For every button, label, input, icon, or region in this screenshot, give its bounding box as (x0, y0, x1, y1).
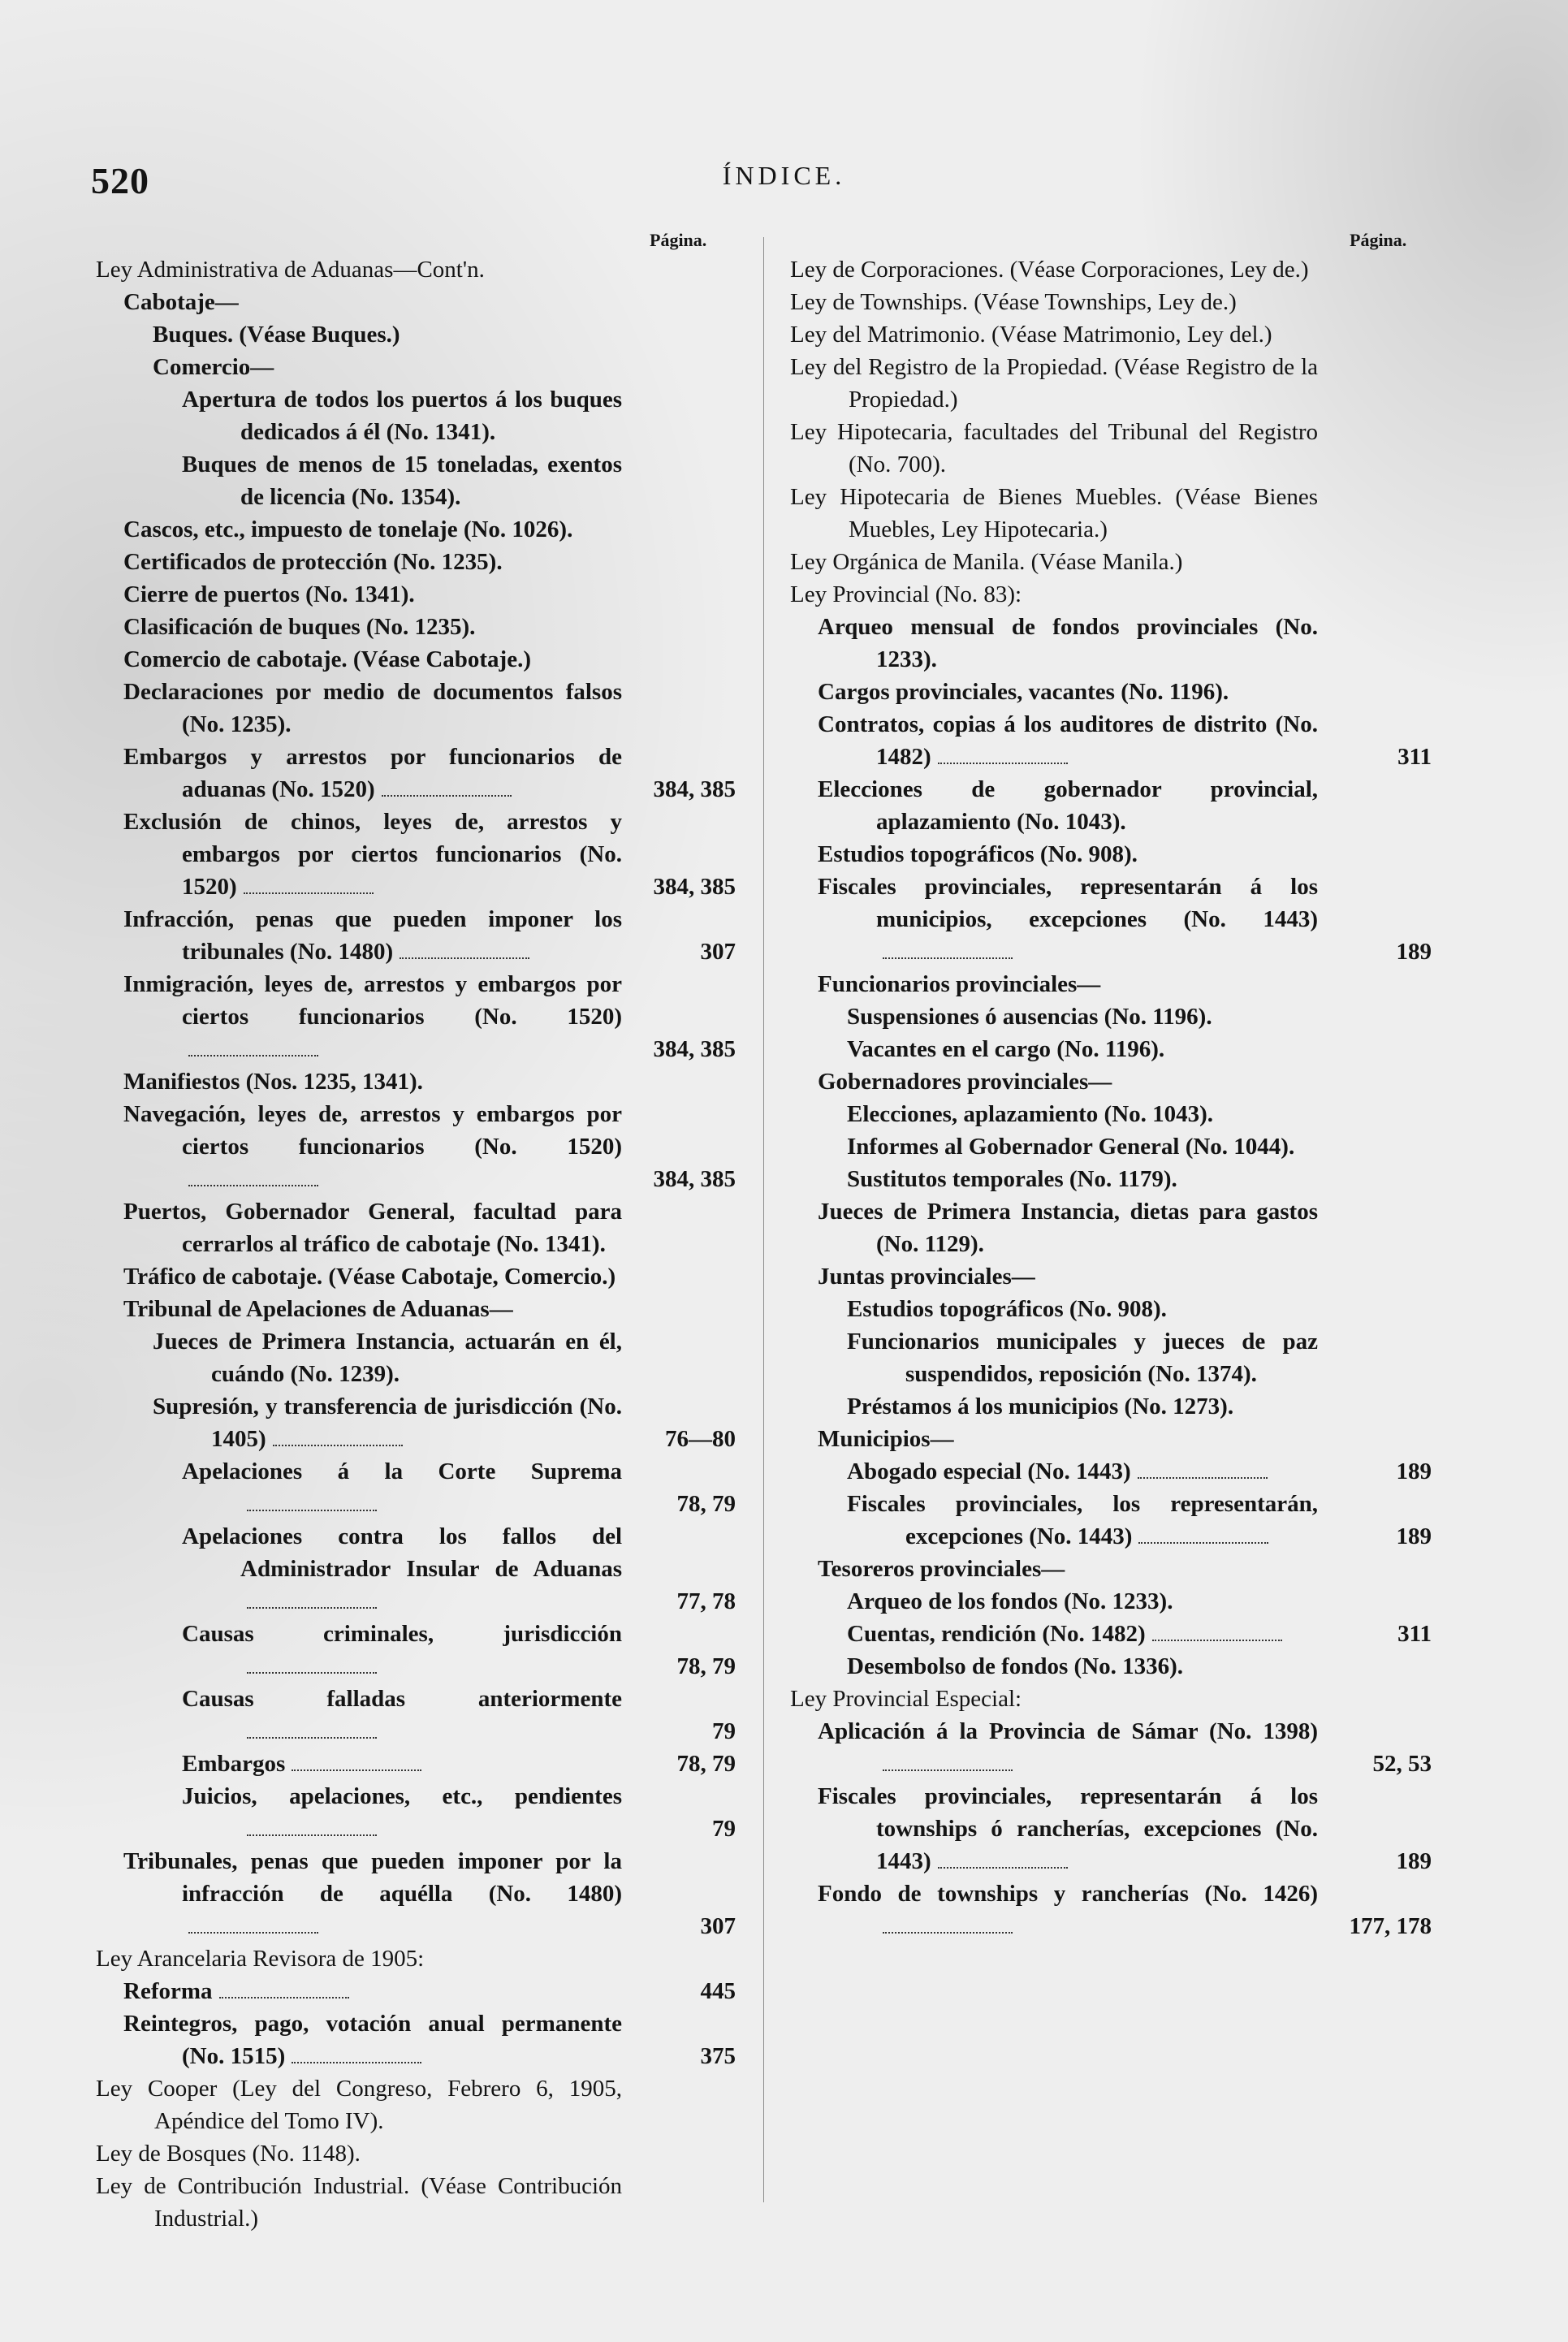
page-reference: 52, 53 (1372, 1751, 1432, 1777)
index-entry-text: Desembolso de fondos (No. 1336). (847, 1653, 1184, 1679)
index-entry-text: Fondo de townships y rancherías (No. 1426) (818, 1881, 1318, 1907)
index-entry-text: Apelaciones á la Corte Suprema (182, 1458, 622, 1484)
index-entry-text: Préstamos á los municipios (No. 1273). (847, 1394, 1234, 1419)
dot-leader (883, 949, 1013, 959)
page-reference: 384, 385 (653, 776, 736, 802)
index-entry-text: Cascos, etc., impuesto de tonelaje (No. 1026). (123, 516, 573, 542)
index-entry (96, 1845, 736, 1942)
index-entry-text: Vacantes en el cargo (No. 1196). (847, 1036, 1165, 1062)
index-entry-text: Cuentas, rendición (No. 1482) (847, 1621, 1146, 1647)
page-reference: 384, 385 (653, 1166, 736, 1192)
index-entry-text: Fiscales provinciales, representarán á los municipios, excepciones (No. 1443) (818, 874, 1318, 932)
index-entry-text: Cargos provinciales, vacantes (No. 1196). (818, 679, 1229, 705)
index-entry (96, 2170, 736, 2235)
index-entry (96, 1748, 736, 1780)
index-entry-text: Ley Hipotecaria, facultades del Tribunal del Registro (No. 700). (790, 419, 1318, 477)
index-entry (96, 1683, 736, 1748)
index-entry (790, 1325, 1432, 1390)
page-reference: 384, 385 (653, 874, 736, 900)
dot-leader (1138, 1469, 1268, 1479)
index-entry (790, 416, 1432, 481)
index-entry (790, 1065, 1432, 1098)
index-entry (96, 1065, 736, 1098)
index-entry-text: Ley de Contribución Industrial. (Véase Contribución Industrial.) (96, 2173, 622, 2232)
index-entry-text: Juicios, apelaciones, etc., pendientes (182, 1783, 622, 1809)
index-entry (790, 1585, 1432, 1618)
index-entry-text: Jueces de Primera Instancia, actuarán en él, cuándo (No. 1239). (153, 1329, 622, 1387)
page-number: 520 (91, 160, 149, 201)
index-entry (96, 676, 736, 741)
index-entry-text: Infracción, penas que pueden imponer los tribunales (No. 1480) (123, 906, 622, 965)
dot-leader (247, 1729, 377, 1739)
index-entry (790, 318, 1432, 351)
page-reference: 375 (700, 2043, 736, 2069)
index-entry (96, 1098, 736, 1195)
index-entry-text: Arqueo de los fondos (No. 1233). (847, 1588, 1173, 1614)
index-entry (790, 708, 1432, 773)
page-reference: 189 (1396, 1848, 1432, 1874)
index-entry (96, 1390, 736, 1455)
index-entry (790, 611, 1432, 676)
index-entry (96, 968, 736, 1065)
index-entry (96, 253, 736, 286)
index-entry-text: Juntas provinciales— (818, 1264, 1035, 1290)
index-entry-text: Clasificación de buques (No. 1235). (123, 614, 476, 640)
index-entry-text: Elecciones de gobernador provincial, aplazamiento (No. 1043). (818, 776, 1318, 835)
index-entry (96, 2137, 736, 2170)
index-entry-text: Buques. (Véase Buques.) (153, 322, 400, 348)
page-reference: 445 (700, 1978, 736, 2004)
index-entry-text: Ley de Bosques (No. 1148). (96, 2141, 361, 2167)
index-entry (790, 1163, 1432, 1195)
dot-leader (219, 1989, 349, 1998)
dot-leader (292, 1761, 421, 1771)
dot-leader (244, 884, 374, 894)
index-entry-text: Municipios— (818, 1426, 954, 1452)
index-entry-text: Ley de Corporaciones. (Véase Corporaciones, Ley de.) (790, 257, 1309, 283)
dot-leader (938, 1859, 1068, 1869)
dot-leader (247, 1826, 377, 1836)
index-entry (96, 2007, 736, 2072)
index-entry (96, 1975, 736, 2007)
index-entry (790, 1618, 1432, 1650)
index-entry (96, 1325, 736, 1390)
index-entry (790, 968, 1432, 1000)
index-entry (790, 578, 1432, 611)
index-entry (96, 513, 736, 546)
index-entry-text: Tesoreros provinciales— (818, 1556, 1065, 1582)
index-entry (790, 1650, 1432, 1683)
index-entry (96, 546, 736, 578)
index-entry-text: Funcionarios municipales y jueces de paz suspendidos, reposición (No. 1374). (847, 1329, 1318, 1387)
dot-leader (938, 754, 1068, 764)
index-entry (790, 1780, 1432, 1877)
index-entry (96, 448, 736, 513)
index-entry (96, 1780, 736, 1845)
index-entry (790, 1488, 1432, 1553)
index-entry (96, 351, 736, 383)
page-reference: 177, 178 (1349, 1913, 1432, 1939)
page-reference: 77, 78 (676, 1588, 736, 1614)
index-entry (790, 1715, 1432, 1780)
index-entry-text: Navegación, leyes de, arrestos y embargos por ciertos funcionarios (No. 1520) (123, 1101, 622, 1160)
page-reference: 78, 79 (676, 1491, 736, 1517)
dot-leader (273, 1437, 403, 1446)
index-entry-text: Gobernadores provinciales— (818, 1069, 1112, 1095)
index-entry (790, 773, 1432, 838)
index-entry (96, 1293, 736, 1325)
running-head: ÍNDICE. (722, 161, 846, 190)
pagina-label-left: Página. (650, 230, 707, 250)
page-reference: 307 (700, 939, 736, 965)
index-entry (790, 1455, 1432, 1488)
page-reference: 78, 79 (676, 1751, 736, 1777)
dot-leader (382, 787, 512, 797)
index-entry-text: Estudios topográficos (No. 908). (818, 841, 1138, 867)
index-entry (790, 546, 1432, 578)
dot-leader (1138, 1534, 1268, 1544)
index-entry-text: Manifiestos (Nos. 1235, 1341). (123, 1069, 423, 1095)
index-entry (96, 2072, 736, 2137)
index-entry-text: Declaraciones por medio de documentos falsos (No. 1235). (123, 679, 622, 737)
dot-leader (247, 1599, 377, 1609)
index-entry-text: Informes al Gobernador General (No. 1044). (847, 1134, 1295, 1160)
page-reference: 79 (712, 1816, 736, 1842)
index-entry-text: Jueces de Primera Instancia, dietas para gastos (No. 1129). (818, 1199, 1318, 1257)
index-entry (790, 253, 1432, 286)
index-entry (790, 1423, 1432, 1455)
index-entry (96, 318, 736, 351)
index-entry-text: Sustitutos temporales (No. 1179). (847, 1166, 1177, 1192)
index-entry (96, 1455, 736, 1520)
page-reference: 311 (1397, 1621, 1432, 1647)
index-entry-text: Comercio de cabotaje. (Véase Cabotaje.) (123, 646, 531, 672)
index-entry (790, 676, 1432, 708)
index-entry-text: Funcionarios provinciales— (818, 971, 1101, 997)
index-entry (96, 1520, 736, 1618)
index-entry (96, 1618, 736, 1683)
dot-leader (188, 1924, 318, 1934)
index-entry-text: Buques de menos de 15 toneladas, exentos de licencia (No. 1354). (182, 452, 622, 510)
dot-leader (188, 1177, 318, 1186)
index-entry-text: Supresión, y transferencia de jurisdicción (No. 1405) (153, 1394, 622, 1452)
index-entry (96, 611, 736, 643)
dot-leader (883, 1924, 1013, 1934)
index-entry-text: Reforma (123, 1978, 213, 2004)
index-entry-text: Cierre de puertos (No. 1341). (123, 581, 415, 607)
page-reference: 307 (700, 1913, 736, 1939)
index-entry-text: Ley Provincial (No. 83): (790, 581, 1022, 607)
index-entry-text: Embargos (182, 1751, 286, 1777)
index-entry (96, 383, 736, 448)
index-entry (790, 1260, 1432, 1293)
index-entry-text: Causas criminales, jurisdicción (182, 1621, 622, 1647)
index-entry-text: Contratos, copias á los auditores de distrito (No. 1482) (818, 711, 1318, 770)
index-entry (790, 286, 1432, 318)
index-entry-text: Elecciones, aplazamiento (No. 1043). (847, 1101, 1214, 1127)
index-entry (96, 1942, 736, 1975)
page-reference: 79 (712, 1718, 736, 1744)
index-entry-text: Ley del Matrimonio. (Véase Matrimonio, Ley del.) (790, 322, 1272, 348)
index-entry-text: Ley Hipotecaria de Bienes Muebles. (Véase Bienes Muebles, Ley Hipotecaria.) (790, 484, 1318, 542)
index-entry (96, 578, 736, 611)
index-entry-text: Fiscales provinciales, representarán á los townships ó rancherías, excepciones (No. 1443) (818, 1783, 1318, 1874)
index-entry-text: Causas falladas anteriormente (182, 1686, 622, 1712)
index-entry-text: Comercio— (153, 354, 274, 380)
index-entry (790, 351, 1432, 416)
page-reference: 189 (1396, 939, 1432, 965)
index-entry-text: Ley de Townships. (Véase Townships, Ley de.) (790, 289, 1237, 315)
index-entry-text: Ley Orgánica de Manila. (Véase Manila.) (790, 549, 1183, 575)
index-entry (96, 1195, 736, 1260)
page-reference: 78, 79 (676, 1653, 736, 1679)
index-entry-text: Tribunal de Apelaciones de Aduanas— (123, 1296, 513, 1322)
index-entry-text: Estudios topográficos (No. 908). (847, 1296, 1167, 1322)
index-entry (790, 1877, 1432, 1942)
index-entry (96, 806, 736, 903)
page-reference: 189 (1396, 1458, 1432, 1484)
column-divider (763, 237, 764, 2202)
index-entry (790, 1390, 1432, 1423)
index-entry-text: Apelaciones contra los fallos del Administrador Insular de Aduanas (182, 1523, 622, 1582)
index-entry-text: Tráfico de cabotaje. (Véase Cabotaje, Comercio.) (123, 1264, 616, 1290)
index-entry (96, 903, 736, 968)
index-entry-text: Abogado especial (No. 1443) (847, 1458, 1131, 1484)
index-entry-text: Ley Administrativa de Aduanas—Cont'n. (96, 257, 485, 283)
index-entry (790, 1000, 1432, 1033)
index-entry (96, 643, 736, 676)
dot-leader (292, 2054, 421, 2063)
index-entry (790, 1683, 1432, 1715)
index-entry (790, 1293, 1432, 1325)
dot-leader (188, 1047, 318, 1056)
dot-leader (247, 1502, 377, 1511)
index-entry (790, 1130, 1432, 1163)
index-entry (790, 1098, 1432, 1130)
index-entry (790, 481, 1432, 546)
index-entry-text: Inmigración, leyes de, arrestos y embargos por ciertos funcionarios (No. 1520) (123, 971, 622, 1030)
left-column (96, 253, 736, 2235)
index-entry-text: Fiscales provinciales, los representarán, excepciones (No. 1443) (847, 1491, 1318, 1549)
index-entry-text: Suspensiones ó ausencias (No. 1196). (847, 1004, 1212, 1030)
index-entry-text: Reintegros, pago, votación anual permanente (No. 1515) (123, 2011, 622, 2069)
index-entry-text: Ley Cooper (Ley del Congreso, Febrero 6, 1905, Apéndice del Tomo IV). (96, 2076, 622, 2134)
index-entry (790, 838, 1432, 871)
index-entry-text: Tribunales, penas que pueden imponer por la infracción de aquélla (No. 1480) (123, 1848, 622, 1907)
page-reference: 311 (1397, 744, 1432, 770)
index-entry (790, 1195, 1432, 1260)
index-entry-text: Ley del Registro de la Propiedad. (Véase Registro de la Propiedad.) (790, 354, 1318, 413)
index-entry (790, 1033, 1432, 1065)
page-reference: 76—80 (665, 1426, 736, 1452)
index-entry-text: Ley Provincial Especial: (790, 1686, 1022, 1712)
dot-leader (883, 1761, 1013, 1771)
index-entry (96, 286, 736, 318)
right-column (790, 253, 1432, 1942)
index-entry-text: Ley Arancelaria Revisora de 1905: (96, 1946, 425, 1972)
dot-leader (247, 1664, 377, 1674)
index-entry (790, 871, 1432, 968)
index-entry-text: Certificados de protección (No. 1235). (123, 549, 503, 575)
index-entry-text: Puertos, Gobernador General, facultad para cerrarlos al tráfico de cabotaje (No. 1341). (123, 1199, 622, 1257)
page-reference: 384, 385 (653, 1036, 736, 1062)
index-entry-text: Cabotaje— (123, 289, 239, 315)
index-entry-text: Embargos y arrestos por funcionarios de aduanas (No. 1520) (123, 744, 622, 802)
page-reference: 189 (1396, 1523, 1432, 1549)
dot-leader (1152, 1631, 1282, 1641)
index-entry (790, 1553, 1432, 1585)
index-entry-text: Apertura de todos los puertos á los buques dedicados á él (No. 1341). (182, 387, 622, 445)
index-entry-text: Exclusión de chinos, leyes de, arrestos y embargos por ciertos funcionarios (No. 1520) (123, 809, 622, 900)
index-entry-text: Arqueo mensual de fondos provinciales (No. 1233). (818, 614, 1318, 672)
index-entry-text: Aplicación á la Provincia de Sámar (No. 1398) (818, 1718, 1318, 1744)
index-entry (96, 741, 736, 806)
pagina-label-right: Página. (1350, 230, 1407, 250)
index-entry (96, 1260, 736, 1293)
dot-leader (400, 949, 529, 959)
